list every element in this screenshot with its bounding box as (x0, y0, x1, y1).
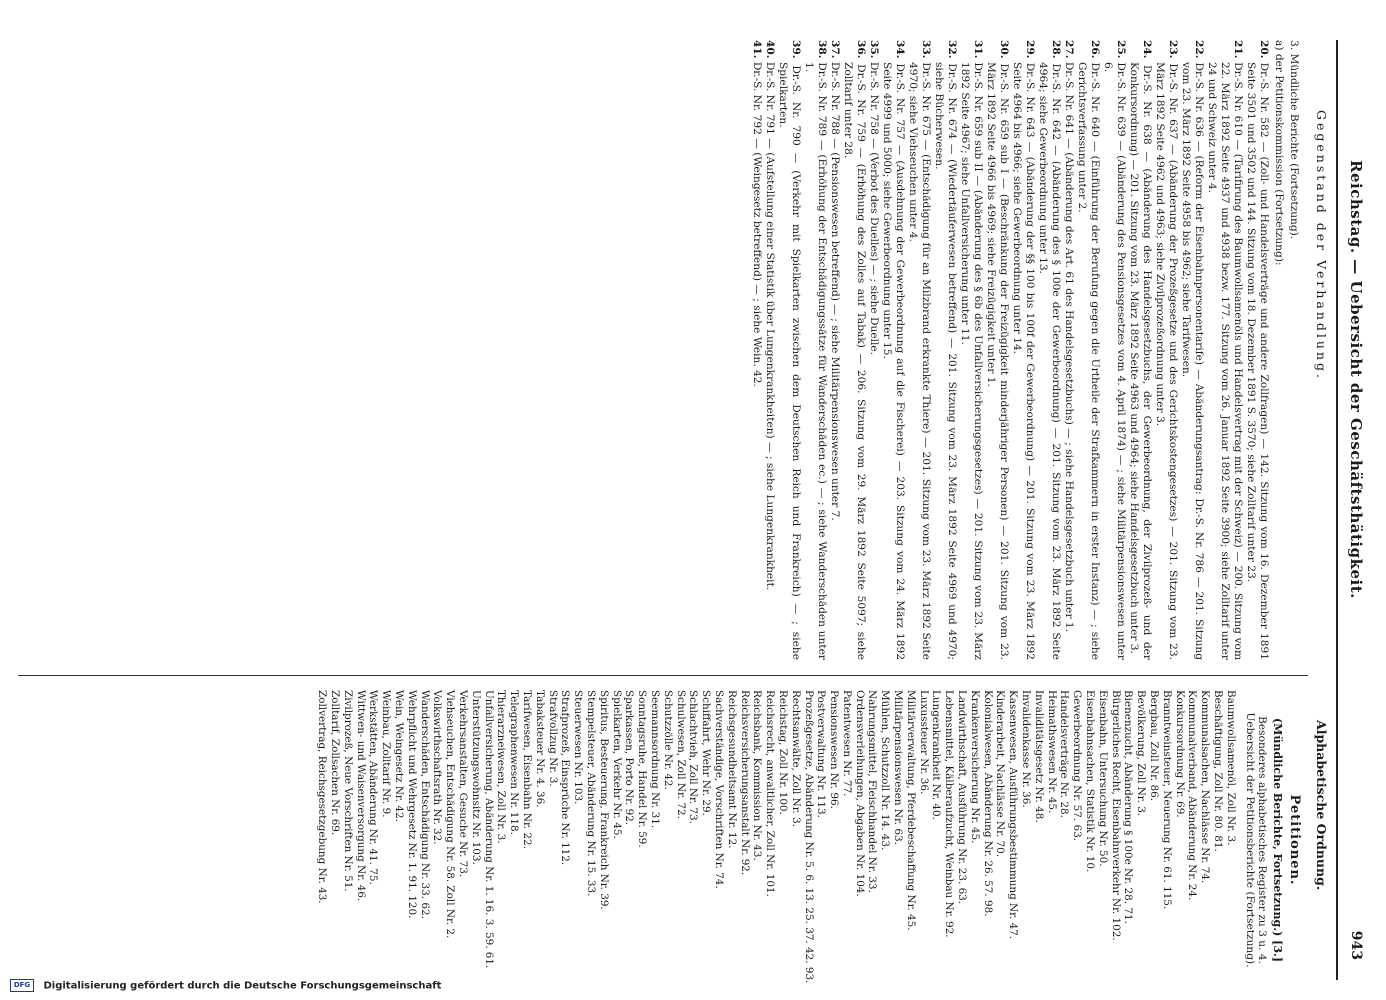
index-item: Kinderarbeit, Nachlässe Nr. 70. (994, 690, 1007, 858)
entry-text: Dr.-S. Nr. 791 — (Aufstellung einer Statistik über Lungenkrankheiten) — ; siehe Lungenkrankheit. (764, 61, 776, 591)
index-item: Weinbau, Zolltarif Nr. 9. (380, 690, 393, 818)
index-item: Bürgerliches Recht, Eisenbahnverkehr Nr. 102. (1109, 690, 1122, 941)
entry-item (1036, 40, 1062, 660)
page-number: 943 (1348, 930, 1364, 960)
index-item: Zolltarif, Zollsachen Nr. 69. (329, 690, 342, 836)
index-subtitle: (Mündliche Berichte, Fortsetzung.) [3.] (1271, 717, 1285, 963)
entry-number: 22. (1193, 40, 1205, 59)
entry-item (906, 40, 932, 660)
index-item: Landwirthschaft, Ausführung Nr. 23. 63. (956, 690, 969, 905)
entry-item (1205, 40, 1244, 660)
index-item: Sonntagsruhe, Handel Nr. 59. (636, 690, 649, 848)
index-item: Stempelsteuer, Abänderung Nr. 15. 33. (584, 690, 597, 897)
entry-item (1179, 40, 1205, 660)
entry-item (1010, 40, 1036, 660)
entry-number: 29. (1024, 40, 1036, 59)
entry-number: 30. (998, 40, 1010, 59)
index-item: Steuerwesen Nr. 103. (572, 690, 585, 805)
index-item: Spiritus, Besteuerung, Frankreich Nr. 39. (597, 690, 610, 910)
page-header (1336, 40, 1364, 980)
entry-text: Dr.-S. Nr. 643 — (Abänderung der §§ 100 bis 100f der Gewerbeordnung) — 201. Sitzung vom 23. März 1892 Seite 4964 bis 4966; siehe Gewerbeordnung unter 14. (1011, 62, 1036, 660)
index-item: Wein, Weingesetz Nr. 42. (393, 690, 406, 822)
entry-number: 37. (829, 40, 841, 59)
entry-number: 26. (1089, 40, 1101, 59)
index-item: Prozeßgesetze, Abänderung Nr. 5. 6. 13. 25. 37. 42. 93. (802, 690, 815, 984)
entry-text: Dr.-S. Nr. 674 — (Wiedertäuferwesen betreffend) — 201. Sitzung vom 23. März 1892 Seite 4969 und 4970; siehe Bücherwesen. (933, 62, 958, 660)
index-item: Viehseuchen, Entschädigung Nr. 58. Zoll Nr. 2. (444, 690, 457, 939)
column-heading-right: Alphabetische Ordnung. (1314, 720, 1329, 891)
index-item: Lungenkrankheit Nr. 40. (930, 690, 943, 820)
index-item: Spielkarten, Verkehr Nr. 45. (610, 690, 623, 839)
index-item: Reichsgesundheitsamt Nr. 12. (725, 690, 738, 849)
index-item: Telegraphenwesen Nr. 118. (508, 690, 521, 835)
index-item: Unterstützungswohnsitz Nr. 103. (469, 690, 482, 865)
index-item: Tabaksteuer Nr. 4. 36. (533, 690, 546, 808)
index-item: Eisenbahn, Untersuchung Nr. 50. (1096, 690, 1109, 867)
index-column (315, 690, 1300, 990)
entry-text: Dr.-S. Nr. 642 — (Abänderung des § 100e der Gewerbeordnung) — 201. Sitzung vom 23. März 1892 Seite 4964; siehe Gewerbeordnung unter 13. (1037, 62, 1062, 660)
index-item: Rechtsanwälte, Zoll Nr. 3. (789, 690, 802, 828)
index-item: Reichstag, Zoll Nr. 100. (776, 690, 789, 815)
entry-item (763, 40, 776, 660)
entry-item (1062, 40, 1075, 660)
entry-list (750, 40, 1270, 660)
entry-text: Dr.-S. Nr. 637 — (Abänderung der Prozeßgesetze und des Gerichtskostengesetzes) — 201. Sitzung vom 23. März 1892 Seite 4962 und 4963; siehe Zivilprozeßordnung unter 3. (1154, 62, 1179, 661)
entry-item (880, 40, 906, 660)
index-item: Bienenzucht, Abänderung § 100e Nr. 28. 71. (1122, 690, 1135, 924)
entry-item (1101, 40, 1127, 660)
header-title: Reichstag. — Uebersicht der Geschäftsthätigkeit. (1347, 160, 1365, 599)
entry-number: 28. (1050, 40, 1062, 59)
entry-text: Dr.-S. Nr. 659 sub II — (Abänderung des § 6b des Unfallversicherungsgesetzes) — 201. Sitzung vom 23. März 1892 Seite 4967; siehe Unfallversicherung unter 11. (959, 62, 984, 660)
index-item: Tarifwesen, Eisenbahn Nr. 22. (520, 690, 533, 849)
entry-number: 38. (816, 40, 828, 59)
entry-item (828, 40, 841, 660)
entry-text: Dr.-S. Nr. 640 — (Einführung der Berufung gegen die Urtheile der Strafkammern in erster Instanz) — ; siehe Gerichtsverfassung unter 2. (1076, 62, 1101, 660)
index-title: Petitionen. (1287, 794, 1302, 886)
entry-item (1244, 40, 1270, 660)
entry-item (1153, 40, 1179, 660)
index-item: Kassenwesen, Ausführungsbestimmung Nr. 47. (1007, 690, 1020, 940)
index-item: Wittwen- und Waisenversorgung Nr. 46. (354, 690, 367, 902)
entry-number: 32. (946, 40, 958, 59)
entry-number: 35. (868, 40, 880, 59)
column-heading-left: Gegenstand der Verhandlung. (1314, 110, 1329, 381)
index-item: Eisenbahnsachen, Statistik Nr. 10. (1084, 690, 1097, 873)
index-item: Reichsversicherungsanstalt Nr. 92. (738, 690, 751, 876)
entry-text: Dr.-S. Nr. 792 — (Weingesetz betreffend) — ; siehe Wein. 42. (751, 61, 763, 387)
index-list (315, 690, 1236, 990)
entry-number: 25. (1115, 40, 1127, 59)
index-item: Sparkassen, Porto Nr. 92. (623, 690, 636, 826)
index-item: Volkswirthschaftsrath Nr. 32. (431, 690, 444, 845)
entry-item (802, 40, 828, 660)
index-item: Seemannsordnung Nr. 31. (648, 690, 661, 829)
index-item: Heimathswesen Nr. 45. (1045, 690, 1058, 814)
entry-text: Dr.-S. Nr. 636 — (Reform der Eisenbahnpersonentarife) — Abänderungsantrag: Dr.-S. Nr. 786 — 201. Sitzung vom 23. März 1892 Seite 4958 bis 4962; siehe Tarifwesen. (1180, 62, 1205, 660)
index-item: Schiffahrt, Wehr Nr. 29. (700, 690, 713, 816)
index-item: Sachverständige, Vorschriften Nr. 74. (712, 690, 725, 889)
entry-number: 34. (894, 40, 906, 59)
index-item: Schutzzölle Nr. 42. (661, 690, 674, 790)
index-item: Schlachtvieh, Zoll Nr. 73. (687, 690, 700, 824)
entry-number: 31. (972, 40, 984, 59)
footer-note: Digitalisierung gefördert durch die Deutsche Forschungsgemeinschaft (43, 980, 442, 992)
entry-item (984, 40, 1010, 660)
index-item: Werkstätten, Abänderung Nr. 41. 75. (367, 690, 380, 885)
entry-number: 21. (1232, 40, 1244, 59)
entry-number: 27. (1063, 40, 1075, 59)
index-subtitle-2: Besonderes alphabetisches Register zu 3 u. 4. Uebersicht der Petitionsberichte (Fortsetzung). (1243, 712, 1269, 968)
index-item: Strafvollzug Nr. 3. (546, 690, 559, 787)
index-item: Mühlen, Schutzzoll Nr. 14. 43. (879, 690, 892, 851)
index-item: Zollvertrag, Reichsgesetzgebung Nr. 43. (316, 690, 329, 904)
entry-text: Dr.-S. Nr. 758 — (Verbot des Duelles) — ; siehe Duelle. (868, 61, 880, 356)
index-item: Militärverwaltung, Pferdebeschaffung Nr. 45. (904, 690, 917, 931)
entry-text: Dr.-S. Nr. 788 — (Pensionswesen betreffend) — ; siehe Militärpensionswesen unter 7. (829, 61, 841, 521)
index-item: Nahrungsmittel, Fleischhandel Nr. 33. (866, 690, 879, 893)
subsection-heading: a) der Petitionskommission (Fortsetzung): (1273, 40, 1285, 266)
entry-item (867, 40, 880, 660)
main-entries-column (750, 40, 1300, 660)
entry-text: Dr.-S. Nr. 638 — (Abänderung des Handelsgesetzbuchs, der Gewerbeordnung, der Zivilprozeß- und der Konkursordnung) — 201. Sitzung vom 23. März 1892 Seite 4963 und 4964; siehe Handelsgesetzbuch unter 3. (1128, 62, 1153, 660)
index-item: Bevölkerung, Zoll Nr. 3. (1135, 690, 1148, 817)
index-item: Beschäftigung, Zoll Nr. 80. 81. (1212, 690, 1225, 852)
entry-number: 36. (855, 40, 867, 59)
entry-text: Dr.-S. Nr. 610 — (Tarifirung des Baumwollsamenöls und Handelsvertrag mit der Schweiz) — 200. Sitzung vom 22. März 1892 Seite 4937 und 4938 bezw. 177. Sitzung vom 26. Januar 1892 Seite 3900; siehe Zolltarif unter 24 und Schweiz unter 4. (1206, 62, 1244, 660)
index-item: Pensionswesen Nr. 96. (828, 690, 841, 809)
entry-text: Dr.-S. Nr. 789 — (Erhöhung der Entschädigungssätze für Wanderschäden ec.) — ; siehe Wanderschäden unter 1. (803, 62, 828, 660)
index-item: Ordensverleihungen, Abgaben Nr. 104. (853, 690, 866, 897)
index-item: Reichsbank, Kommission Nr. 43. (751, 690, 764, 861)
entry-text: Dr.-S. Nr. 582 — (Zoll- und Handelsverträge und andere Zollfragen) — 142. Sitzung vom 16. Dezember 1891 Seite 3501 und 3502 und 144. Sitzung vom 18. Dezember 1891 S. 3570; siehe Zolltarif unter 23. (1245, 62, 1270, 660)
index-item: Zivilprozeß, Neue Vorschriften Nr. 51. (341, 690, 354, 892)
index-item: Luxussteuer Nr. 36. (917, 690, 930, 795)
entry-number: 39. (790, 40, 802, 59)
index-item: Reichsrecht, anwaltlicher, Zoll Nr. 101. (764, 690, 777, 897)
index-item: Strafprozeß, Einsprüche Nr. 112. (559, 690, 572, 866)
entry-item (841, 40, 867, 660)
entry-text: Dr.-S. Nr. 759 — (Erhöhung des Zolles auf Tabak) — 206. Sitzung vom 29. März 1892 Seite 5097; siehe Zolltarif unter 28. (842, 62, 867, 660)
entry-text: Dr.-S. Nr. 675 — (Entschädigung für an Milzbrand erkrankte Thiere) — 201. Sitzung vom 23. März 1892 Seite 4970; siehe Viehseuchen unter 4. (907, 62, 932, 660)
index-item: Invalidenkasse Nr. 36. (1020, 690, 1033, 808)
entry-number: 33. (920, 40, 932, 59)
index-item: Thierarzneiwesen, Zoll Nr. 3. (495, 690, 508, 844)
index-item: Handelsverträge Nr. 28. (1058, 690, 1071, 818)
entry-number: 40. (764, 40, 776, 59)
index-item: Branntweinsteuer, Neuerung Nr. 61. 115. (1160, 690, 1173, 910)
entry-number: 20. (1258, 40, 1270, 59)
entry-item (776, 40, 802, 660)
index-item: Schulwesen, Zoll Nr. 72. (674, 690, 687, 819)
index-item: Konkursordnung Nr. 69. (1173, 690, 1186, 818)
entry-text: Dr.-S. Nr. 641 — (Abänderung des Art. 61 des Handelsgesetzbuchs) — ; siehe Handelsgesetzbuch unter 1. (1063, 61, 1075, 632)
index-item: Militärpensionswesen Nr. 63. (892, 690, 905, 845)
index-item: Postverwaltung Nr. 113. (815, 690, 828, 818)
index-item: Kolonialwesen, Abänderung Nr. 26. 57. 98. (981, 690, 994, 917)
index-item: Unfallversicherung, Abänderung Nr. 1. 16. 3. 59. 61. (482, 690, 495, 969)
entry-item (932, 40, 958, 660)
index-item: Verkehrsanstalten, Gesuche Nr. 73. (457, 690, 469, 878)
entry-item (1127, 40, 1153, 660)
index-item: Gewerbeordnung Nr. 57. 63. (1071, 690, 1084, 842)
index-item: Patentwesen Nr. 77. (840, 690, 853, 797)
footer (10, 979, 441, 992)
dfg-logo-icon: DFG (10, 979, 34, 992)
entry-item (750, 40, 763, 660)
entry-item (958, 40, 984, 660)
index-item: Wehrpflicht und Wehrgesetz Nr. 1. 91. 120. (405, 690, 418, 919)
index-item: Invaliditätsgesetz Nr. 48. (1032, 690, 1045, 823)
section-heading: 3. Mündliche Berichte (Fortsetzung). (1288, 40, 1300, 240)
index-item: Kommunalverband, Abänderung Nr. 24. (1186, 690, 1199, 901)
index-item: Kommunalsachen, Nachlässe Nr. 74. (1199, 690, 1212, 884)
entry-number: 24. (1141, 40, 1153, 59)
index-item: Wanderschäden, Entschädigung Nr. 33. 62. (418, 690, 431, 919)
entry-text: Dr.-S. Nr. 790 — (Verkehr mit Spielkarten zwischen dem Deutschen Reich und Frankreich) — ; siehe Spielkarten. (777, 62, 802, 660)
entry-number: 41. (751, 40, 763, 59)
index-item: Lebensmittel, Kälberaufzucht, Weinbau Nr. 92. (943, 690, 956, 938)
entry-text: Dr.-S. Nr. 757 — (Ausdehnung der Gewerbeordnung auf die Fischerei) — 203. Sitzung vom 24. März 1892 Seite 4999 und 5000; siehe Gewerbeordnung unter 15. (881, 62, 906, 660)
entry-item (1075, 40, 1101, 660)
entry-number: 23. (1167, 40, 1179, 59)
index-item: Krankenversicherung Nr. 45. (968, 690, 981, 844)
entry-text: Dr.-S. Nr. 639 — (Abänderung des Pensionsgesetzes vom 4. April 1874) — ; siehe Militärpensionswesen unter 6. (1102, 62, 1127, 660)
index-item: Bergbau, Zoll Nr. 86. (1148, 690, 1161, 802)
index-item: Baumwollsamenöl, Zoll Nr. 3. (1224, 690, 1237, 846)
entry-text: Dr.-S. Nr. 659 sub I — (Beschränkung der Freizügigkeit minderjähriger Personen) — 201. Sitzung vom 23. März 1892 Seite 4966 bis 4969; siehe Freizügigkeit unter 1. (985, 62, 1010, 660)
column-divider (18, 675, 1308, 676)
